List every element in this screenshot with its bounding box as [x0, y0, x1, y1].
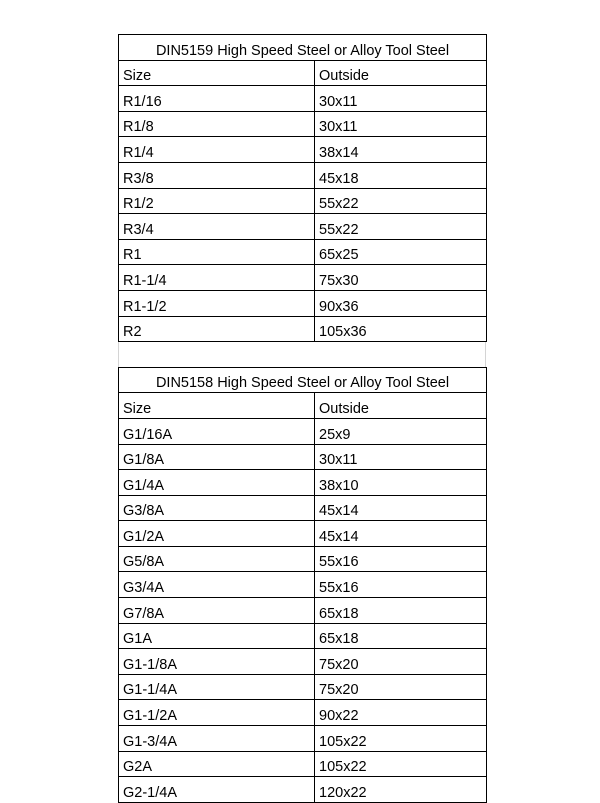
spacer-row	[118, 342, 486, 367]
table-row	[119, 137, 487, 163]
outside-cell: 30x11	[315, 444, 487, 470]
size-cell: G5/8A	[119, 546, 315, 572]
size-cell: R1-1/4	[119, 265, 315, 291]
table-row	[119, 265, 487, 291]
size-cell: G1-3/4A	[119, 726, 315, 752]
table-row	[119, 546, 487, 572]
outside-cell: 120x22	[315, 777, 487, 803]
size-cell: R3/4	[119, 214, 315, 240]
size-cell: G1A	[119, 623, 315, 649]
outside-cell: 45x18	[315, 162, 487, 188]
size-cell: G1-1/2A	[119, 700, 315, 726]
outside-cell: 75x20	[315, 674, 487, 700]
table-title: DIN5159 High Speed Steel or Alloy Tool Steel	[119, 35, 487, 61]
size-cell: G1/8A	[119, 444, 315, 470]
column-header-size: Size	[119, 393, 315, 419]
size-cell: G2A	[119, 751, 315, 777]
table-row	[119, 444, 487, 470]
table-row	[119, 674, 487, 700]
table-row	[119, 751, 487, 777]
table-row	[119, 700, 487, 726]
outside-cell: 55x16	[315, 546, 487, 572]
table-row	[119, 726, 487, 752]
table-row	[119, 316, 487, 342]
table-row	[119, 86, 487, 112]
table-row	[119, 649, 487, 675]
table-title: DIN5158 High Speed Steel or Alloy Tool Steel	[119, 367, 487, 393]
din5159-body	[119, 35, 487, 342]
table-row	[119, 572, 487, 598]
outside-cell: 90x22	[315, 700, 487, 726]
outside-cell: 30x11	[315, 86, 487, 112]
table-row	[119, 470, 487, 496]
size-cell: R1/16	[119, 86, 315, 112]
outside-cell: 65x18	[315, 598, 487, 624]
size-cell: G1-1/4A	[119, 674, 315, 700]
size-cell: G1/16A	[119, 418, 315, 444]
header-row	[119, 393, 487, 419]
outside-cell: 45x14	[315, 495, 487, 521]
outside-cell: 38x14	[315, 137, 487, 163]
outside-cell: 25x9	[315, 418, 487, 444]
size-cell: R1	[119, 239, 315, 265]
outside-cell: 55x22	[315, 188, 487, 214]
size-cell: G3/8A	[119, 495, 315, 521]
table-row	[119, 777, 487, 803]
size-cell: G7/8A	[119, 598, 315, 624]
size-cell: R1/4	[119, 137, 315, 163]
outside-cell: 55x16	[315, 572, 487, 598]
outside-cell: 38x10	[315, 470, 487, 496]
table-row	[119, 495, 487, 521]
outside-cell: 45x14	[315, 521, 487, 547]
table-row	[119, 239, 487, 265]
outside-cell: 30x11	[315, 111, 487, 137]
table-row	[119, 162, 487, 188]
size-cell: G1-1/8A	[119, 649, 315, 675]
size-cell: R1/2	[119, 188, 315, 214]
outside-cell: 65x25	[315, 239, 487, 265]
table-row	[119, 418, 487, 444]
table-row	[119, 598, 487, 624]
table-title-row	[119, 367, 487, 393]
spreadsheet	[118, 34, 486, 803]
table-row	[119, 521, 487, 547]
din5158-body	[119, 367, 487, 802]
outside-cell: 90x36	[315, 290, 487, 316]
column-header-size: Size	[119, 60, 315, 86]
outside-cell: 65x18	[315, 623, 487, 649]
din5158-table	[118, 367, 487, 803]
table-row	[119, 111, 487, 137]
table-row	[119, 188, 487, 214]
din5159-table	[118, 34, 487, 342]
outside-cell: 75x30	[315, 265, 487, 291]
table-row	[119, 290, 487, 316]
table-row	[119, 214, 487, 240]
size-cell: G3/4A	[119, 572, 315, 598]
size-cell: G2-1/4A	[119, 777, 315, 803]
outside-cell: 105x36	[315, 316, 487, 342]
header-row	[119, 60, 487, 86]
size-cell: R2	[119, 316, 315, 342]
column-header-outside: Outside	[315, 393, 487, 419]
outside-cell: 75x20	[315, 649, 487, 675]
table-title-row	[119, 35, 487, 61]
size-cell: R1/8	[119, 111, 315, 137]
column-header-outside: Outside	[315, 60, 487, 86]
size-cell: G1/4A	[119, 470, 315, 496]
table-row	[119, 623, 487, 649]
outside-cell: 105x22	[315, 751, 487, 777]
size-cell: R3/8	[119, 162, 315, 188]
size-cell: R1-1/2	[119, 290, 315, 316]
size-cell: G1/2A	[119, 521, 315, 547]
outside-cell: 105x22	[315, 726, 487, 752]
outside-cell: 55x22	[315, 214, 487, 240]
